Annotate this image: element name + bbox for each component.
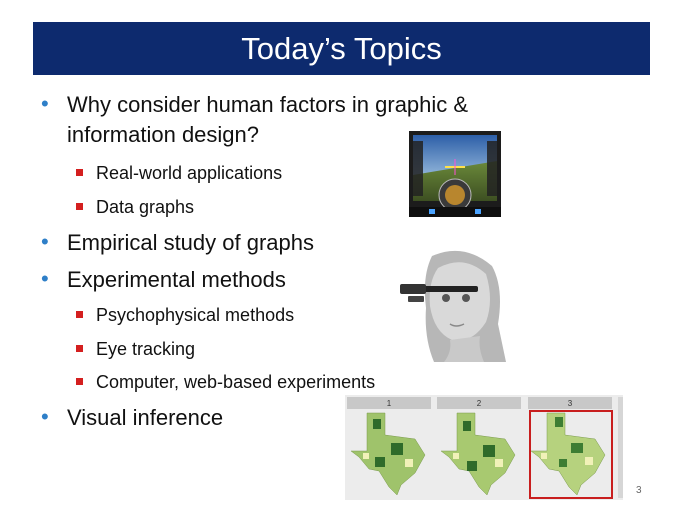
sub-bullet-real-world: Real-world applications (96, 161, 282, 185)
texas-maps-lineup (345, 395, 623, 500)
svg-text:1: 1 (386, 399, 392, 408)
sub-bullet-web-experiments: Computer, web-based experiments (96, 370, 375, 394)
sub-bullet-eye-tracking: Eye tracking (96, 337, 195, 361)
bullet-dot-icon: • (41, 404, 49, 429)
slide-title: Today’s Topics (241, 30, 442, 66)
bullet-dot-icon: • (41, 266, 49, 291)
svg-text:2: 2 (476, 399, 482, 408)
page-number: 3 (636, 485, 642, 496)
sub-bullet-psychophysical: Psychophysical methods (96, 303, 294, 327)
bullet-text: Why consider human factors in graphic & (67, 92, 469, 117)
sub-bullet-data-graphs: Data graphs (96, 195, 194, 219)
square-bullet-icon (76, 345, 83, 352)
bullet-experimental: • Experimental methods (41, 266, 286, 292)
bullet-visual-inference: • Visual inference (41, 404, 224, 430)
svg-text:3: 3 (567, 399, 573, 408)
square-bullet-icon (76, 203, 83, 210)
bullet-dot-icon: • (41, 91, 49, 116)
square-bullet-icon (76, 378, 83, 385)
eye-tracker-photo (394, 248, 506, 362)
bullet-human-factors (41, 90, 469, 150)
bullet-dot-icon: • (41, 229, 49, 254)
cockpit-display-image (409, 131, 501, 217)
bullet-text-cont: information design? (67, 122, 260, 147)
square-bullet-icon (76, 169, 83, 176)
square-bullet-icon (76, 311, 83, 318)
bullet-empirical: • Empirical study of graphs (41, 229, 314, 255)
